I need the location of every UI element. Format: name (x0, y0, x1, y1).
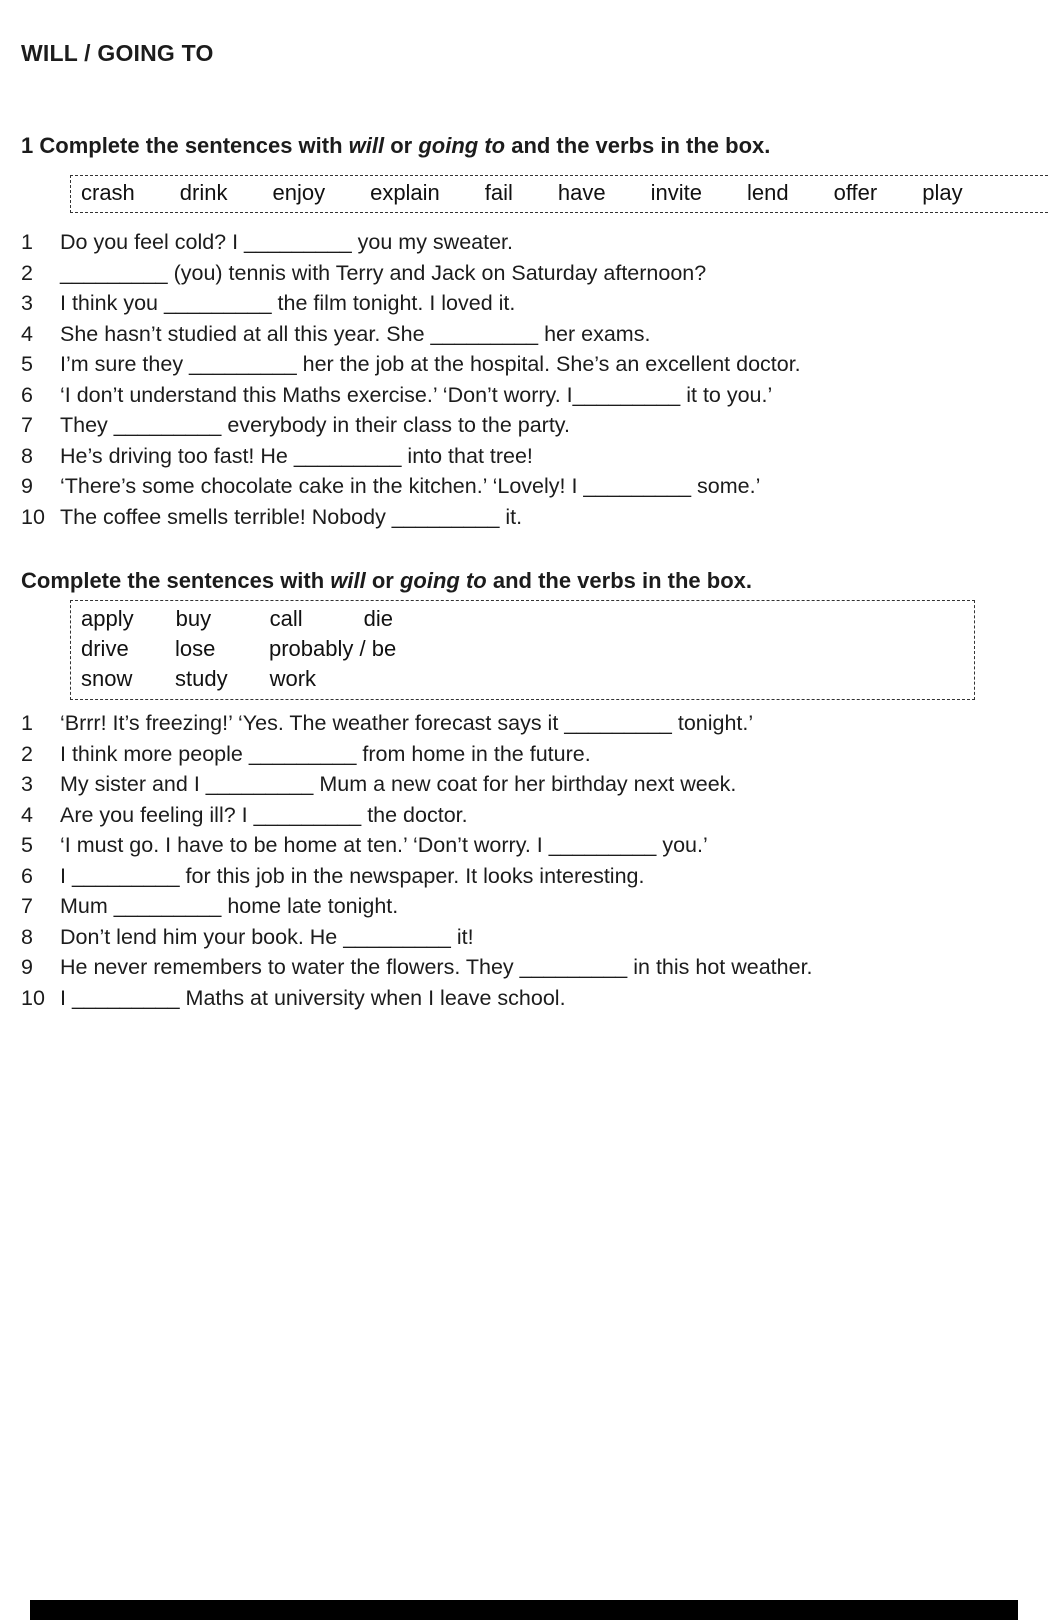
item-text: They _________ everybody in their class to the party. (60, 413, 570, 437)
item-text: My sister and I _________ Mum a new coat for her birthday next week. (60, 772, 737, 796)
item-number: 6 (21, 382, 33, 407)
item-number: 7 (21, 413, 33, 437)
exercise-item (0, 891, 1048, 922)
word: buy (175, 606, 212, 631)
exercise-item (0, 349, 1048, 380)
item-number: 9 (21, 474, 33, 498)
word: explain (370, 180, 440, 205)
item-number: 1 (21, 230, 33, 254)
exercise-item (0, 861, 1048, 892)
heading-text: and the verbs in the box. (486, 568, 753, 593)
exercise-item (0, 288, 1048, 319)
item-text: ‘I must go. I have to be home at ten.’ ‘Don’t worry. I _________ you.’ (60, 833, 708, 857)
item-text: Do you feel cold? I _________ you my sweater. (60, 230, 513, 254)
item-number: 10 (21, 504, 45, 529)
heading-going-to: going to (399, 568, 487, 593)
exercise2-heading (21, 568, 1048, 594)
word: study (175, 666, 228, 691)
item-text: _________ (you) tennis with Terry and Jack on Saturday afternoon? (60, 260, 707, 285)
word: enjoy (272, 180, 326, 205)
exercise-item (0, 227, 1048, 258)
item-text: The coffee smells terrible! Nobody _________ it. (60, 504, 523, 529)
word: play (922, 180, 963, 205)
heading-going-to: going to (418, 133, 506, 158)
item-number: 2 (21, 260, 33, 285)
exercise-item (0, 769, 1048, 800)
word: lend (747, 180, 789, 205)
item-number: 3 (21, 772, 33, 796)
word: lose (175, 636, 216, 661)
word: crash (81, 180, 135, 205)
word-box-row (81, 664, 974, 694)
item-number: 3 (21, 291, 33, 315)
word-box-row (81, 604, 974, 634)
exercise-item (0, 830, 1048, 861)
word: probably / be (269, 636, 397, 661)
exercise-item (0, 471, 1048, 502)
heading-text: Complete the sentences with (33, 133, 349, 158)
item-number: 4 (21, 802, 33, 827)
item-text: He’s driving too fast! He _________ into that tree! (60, 443, 533, 468)
word: fail (484, 180, 513, 205)
word: apply (81, 606, 134, 631)
word: drink (179, 180, 228, 205)
item-text: Don’t lend him your book. He _________ it! (60, 924, 474, 949)
item-number: 7 (21, 894, 33, 918)
heading-text: and the verbs in the box. (505, 133, 771, 158)
item-text: Mum _________ home late tonight. (60, 894, 399, 918)
exercise-item (0, 983, 1048, 1014)
item-number: 4 (21, 321, 33, 346)
heading-text: Complete the sentences with (21, 568, 331, 593)
exercise-item (0, 380, 1048, 411)
word: offer (833, 180, 878, 205)
item-number: 8 (21, 924, 33, 949)
word: die (363, 606, 393, 631)
word: drive (81, 636, 129, 661)
item-text: ‘I don’t understand this Maths exercise.’ ‘Don’t worry. I_________ it to you.’ (60, 382, 773, 407)
exercise-item (0, 922, 1048, 953)
item-text: I’m sure they _________ her the job at the hospital. She’s an excellent doctor. (60, 352, 801, 376)
item-number: 5 (21, 833, 33, 857)
item-text: I think more people _________ from home in the future. (60, 741, 591, 766)
exercise-item (0, 319, 1048, 350)
item-number: 6 (21, 863, 33, 888)
exercise1-heading (21, 133, 1048, 159)
exercise-item (0, 441, 1048, 472)
word: work (269, 666, 317, 691)
item-number: 9 (21, 955, 33, 979)
item-text: ‘Brrr! It’s freezing!’ ‘Yes. The weather forecast says it _________ tonight.’ (60, 711, 754, 735)
heading-text: or (365, 568, 400, 593)
word: snow (81, 666, 133, 691)
item-text: He never remembers to water the flowers. They _________ in this hot weather. (60, 955, 813, 979)
exercise-item (0, 502, 1048, 533)
word: have (557, 180, 606, 205)
item-text: She hasn’t studied at all this year. She _________ her exams. (60, 321, 651, 346)
exercise-item (0, 800, 1048, 831)
exercise1-items (0, 227, 1048, 532)
exercise-item (0, 410, 1048, 441)
item-text: ‘There’s some chocolate cake in the kitchen.’ ‘Lovely! I _________ some.’ (60, 474, 761, 498)
item-number: 8 (21, 443, 33, 468)
exercise-item (0, 739, 1048, 770)
heading-will: will (348, 133, 385, 158)
item-number: 2 (21, 741, 33, 766)
word: call (269, 606, 303, 631)
item-number: 10 (21, 985, 45, 1010)
exercise-item (0, 708, 1048, 739)
exercise1-number: 1 (21, 133, 34, 158)
word: invite (650, 180, 702, 205)
word-box-row (81, 634, 974, 664)
item-number: 1 (21, 711, 33, 735)
exercise1-word-box (70, 175, 1048, 213)
worksheet-page (0, 40, 1048, 1013)
exercise-item (0, 952, 1048, 983)
item-text: I _________ Maths at university when I leave school. (60, 985, 566, 1010)
exercise2-items (0, 708, 1048, 1013)
page-edge-bar (30, 1600, 1018, 1620)
item-text: Are you feeling ill? I _________ the doctor. (60, 802, 468, 827)
heading-text: or (384, 133, 419, 158)
item-number: 5 (21, 352, 33, 376)
heading-will: will (330, 568, 366, 593)
item-text: I think you _________ the film tonight. I loved it. (60, 291, 516, 315)
item-text: I _________ for this job in the newspaper. It looks interesting. (60, 863, 645, 888)
page-title: WILL / GOING TO (21, 40, 214, 66)
exercise-item (0, 258, 1048, 289)
exercise2-word-box (70, 600, 975, 700)
